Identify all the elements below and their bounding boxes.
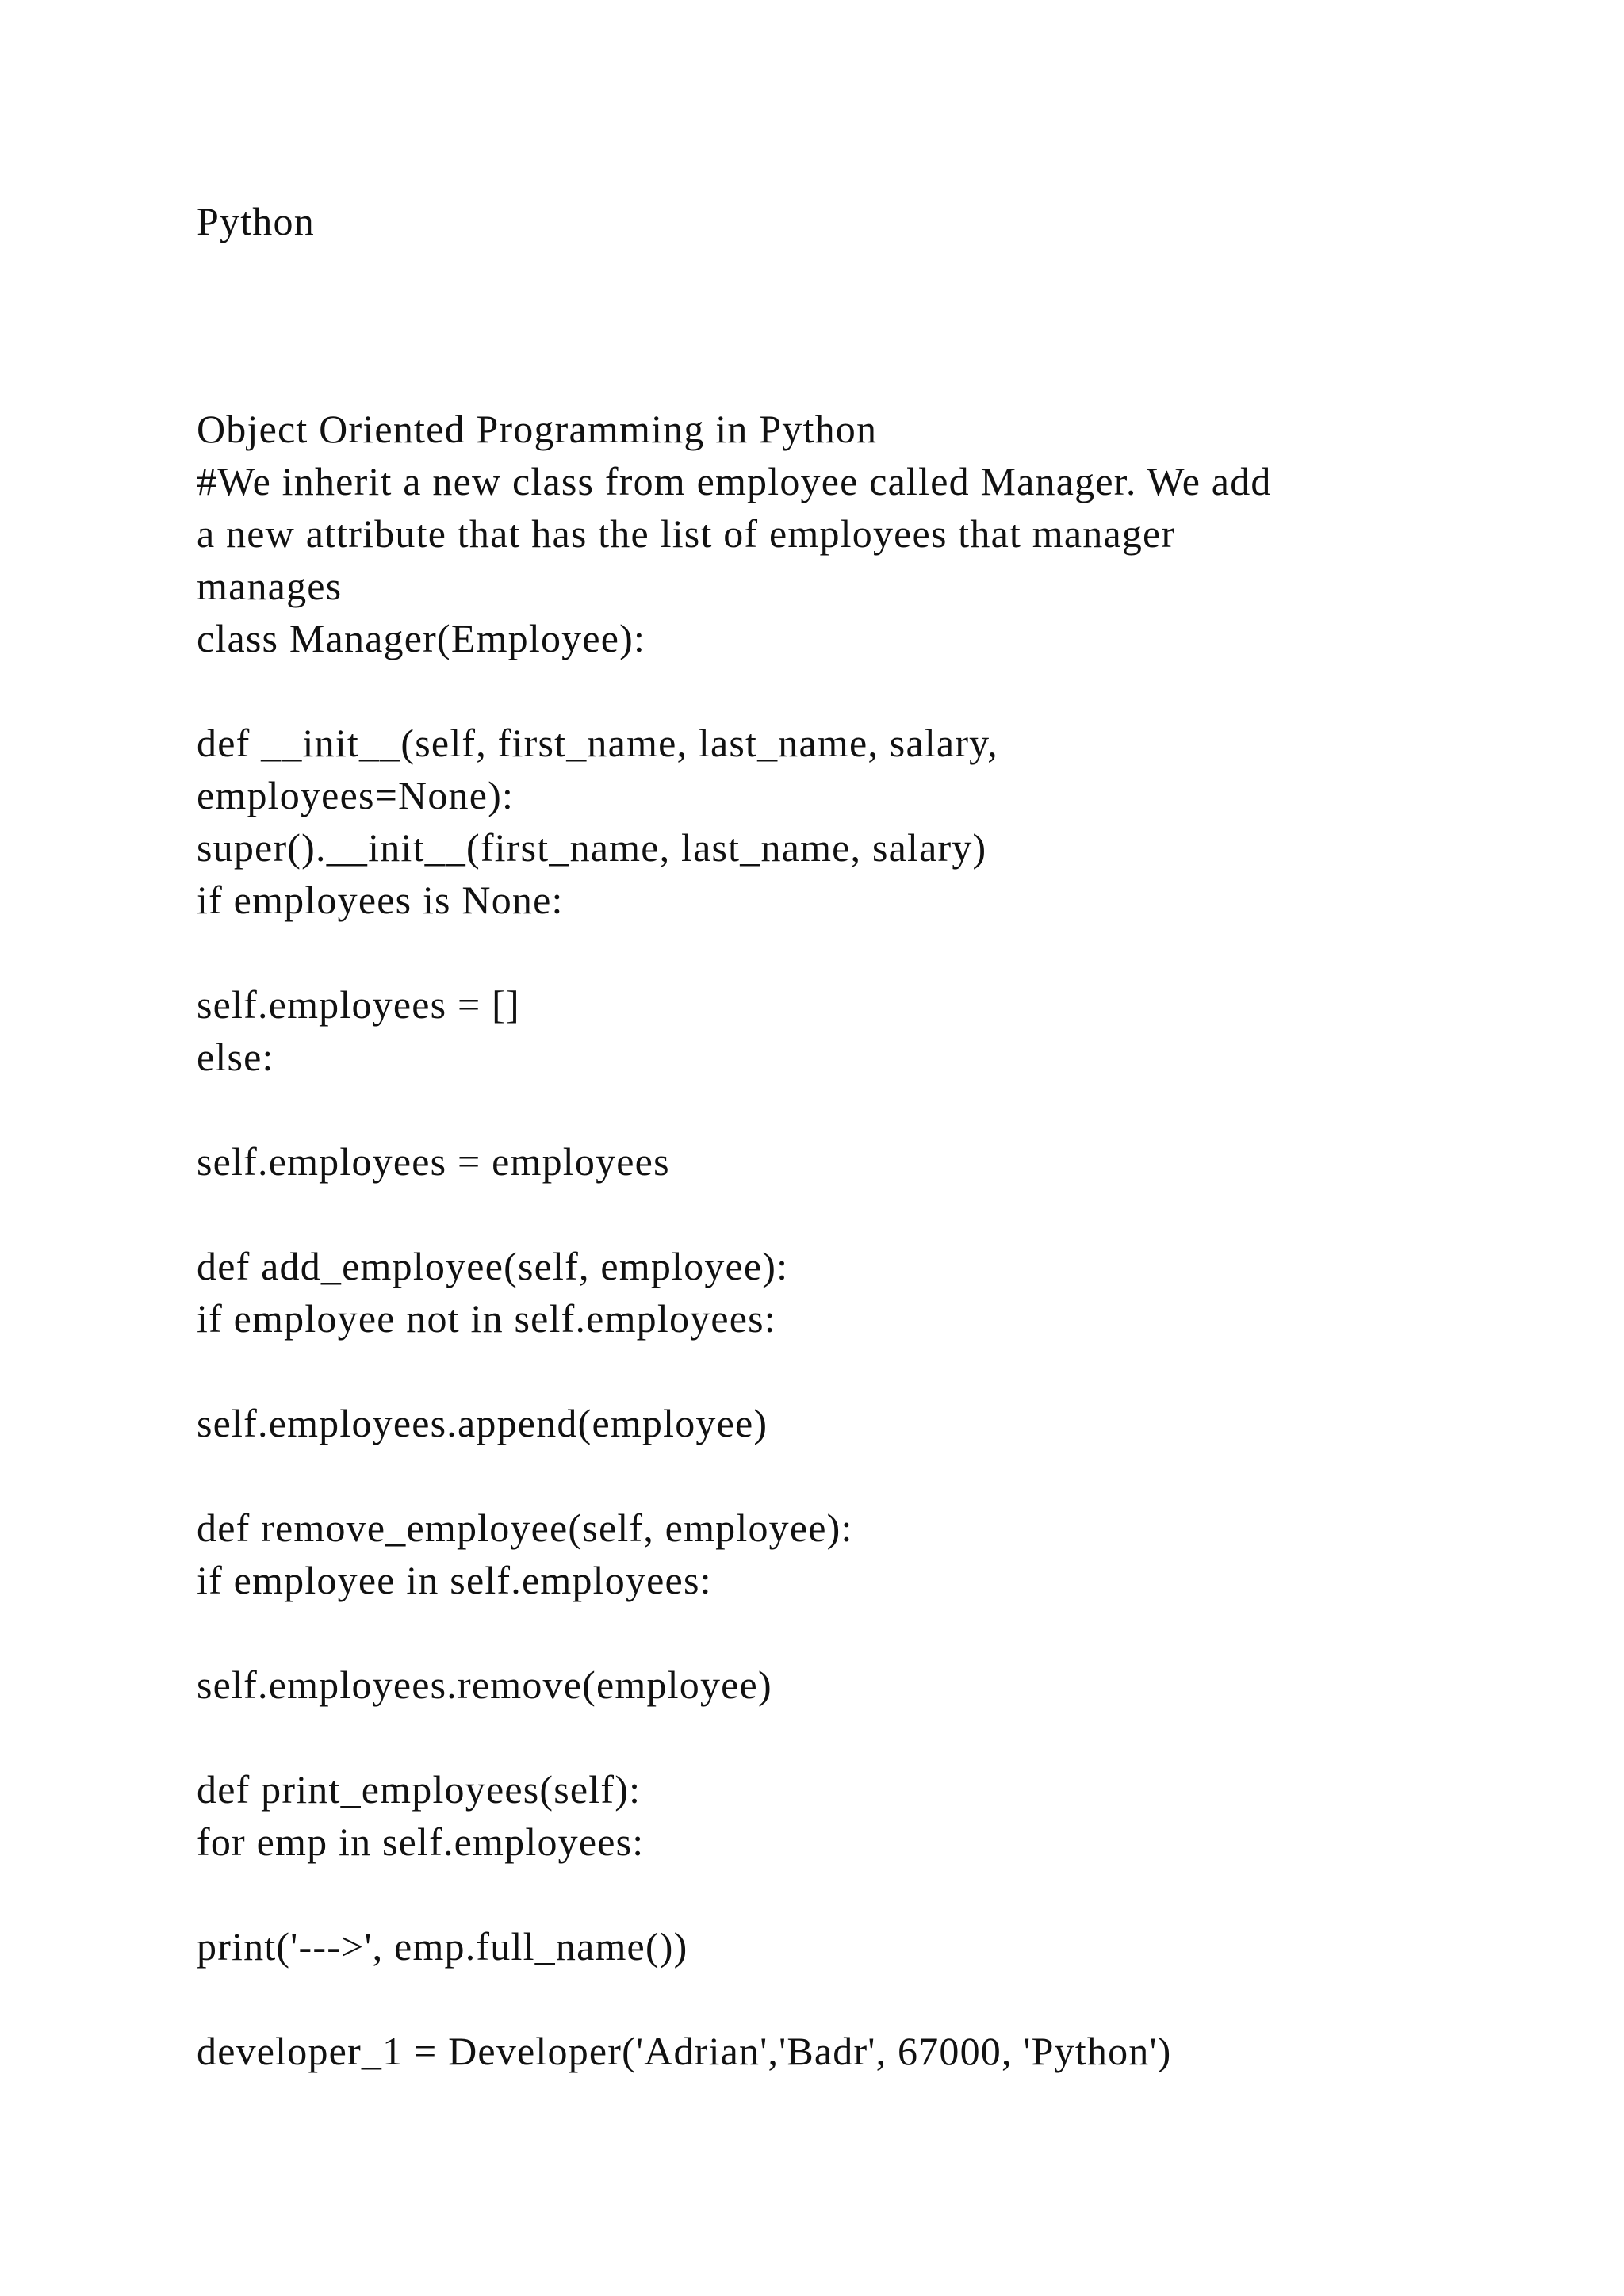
text-line: def add_employee(self, employee): (197, 1244, 789, 1288)
text-line: def remove_employee(self, employee): (197, 1506, 853, 1550)
text-line: else: (197, 1035, 274, 1079)
text-line: developer_1 = Developer('Adrian','Badr', 67000, 'Python') (197, 2029, 1172, 2073)
text-line: self.employees.remove(employee) (197, 1663, 772, 1707)
text-line: if employees is None: (197, 878, 564, 922)
text-line: #We inherit a new class from employee called Manager. We add (197, 459, 1272, 503)
document-title: Python (197, 199, 315, 243)
text-line: if employee in self.employees: (197, 1558, 712, 1602)
text-line: def print_employees(self): (197, 1767, 642, 1812)
text-line: self.employees.append(employee) (197, 1401, 768, 1445)
text-line: if employee not in self.employees: (197, 1296, 776, 1341)
text-line: print('--->', emp.full_name()) (197, 1924, 688, 1969)
text-line: super().__init__(first_name, last_name, salary) (197, 825, 987, 870)
text-line: for emp in self.employees: (197, 1820, 645, 1864)
text-line: class Manager(Employee): (197, 616, 646, 660)
text-line: self.employees = employees (197, 1139, 670, 1184)
text-line: employees=None): (197, 773, 515, 817)
text-line: self.employees = [] (197, 982, 520, 1027)
text-line: Object Oriented Programming in Python (197, 407, 878, 451)
text-line: a new attribute that has the list of employees that manager (197, 511, 1176, 556)
text-line: def __init__(self, first_name, last_name, salary, (197, 721, 998, 765)
text-line: manages (197, 564, 343, 608)
